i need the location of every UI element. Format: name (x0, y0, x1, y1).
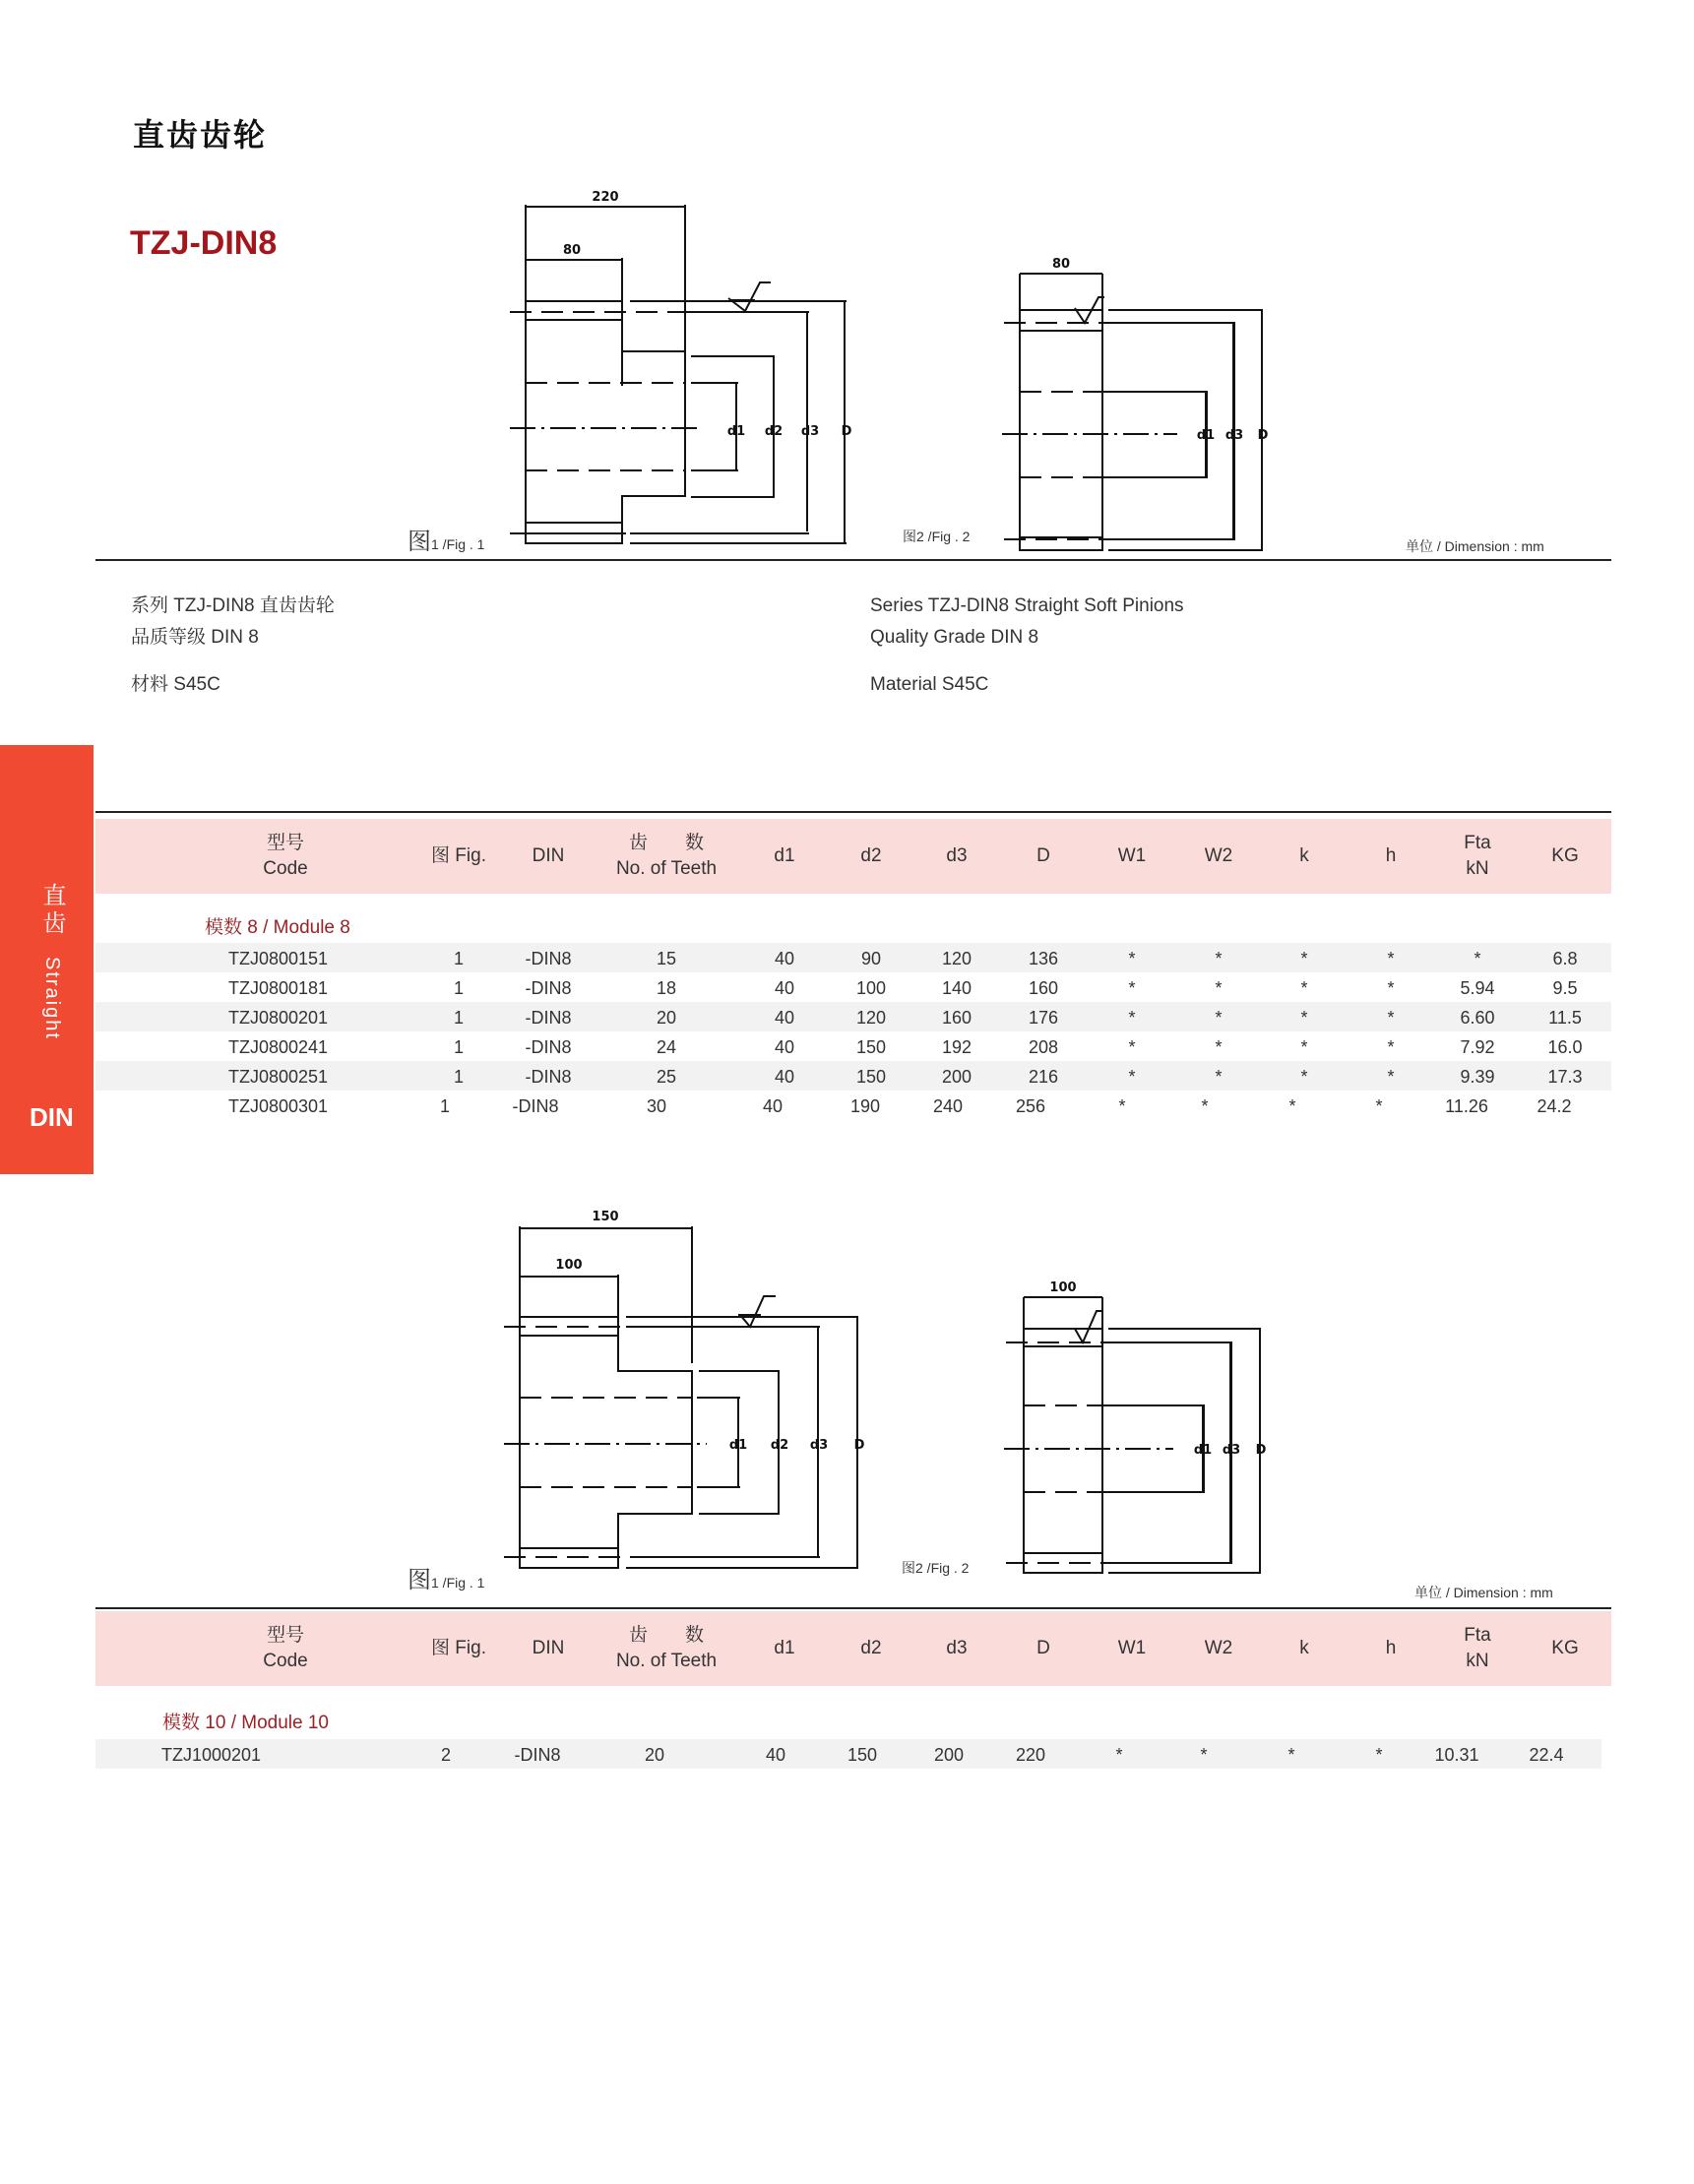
fig1-caption-2: 图1 /Fig . 1 (408, 1567, 485, 1593)
th-w2: W2 (1204, 1638, 1233, 1658)
th-h: h (1385, 845, 1397, 866)
th-D: D (1036, 845, 1050, 866)
info-cn-material: 材料 S45C (131, 674, 220, 695)
th-d3: d3 (946, 845, 968, 866)
table-row: TZJ0800241 1 -DIN8 24 40 150 192 208 * * * * 7.92 16.0 (228, 1037, 1583, 1057)
svg-text:d3: d3 (1224, 428, 1244, 443)
svg-text:220: 220 (592, 190, 619, 205)
th-kg: KG (1551, 845, 1579, 866)
page-title: 直齿齿轮 (133, 116, 268, 154)
th-teeth: 齿 数 No. of Teeth (615, 1625, 718, 1671)
th-w1: W1 (1117, 845, 1147, 866)
info-en (870, 591, 1184, 701)
svg-text:D: D (853, 1438, 865, 1453)
table2-top-rule (95, 1607, 1611, 1609)
info-en-series: Series TZJ-DIN8 Straight Soft Pinions (870, 595, 1184, 616)
module-label: 模数 8 / Module 8 (205, 917, 350, 938)
table-row: TZJ0800151 1 -DIN8 15 40 90 120 136 * * * * * 6.8 (95, 943, 1611, 972)
svg-text:d1: d1 (1193, 1443, 1213, 1458)
fig2-caption: 图2 /Fig . 2 (903, 529, 971, 544)
th-fta: Fta kN (1464, 1625, 1491, 1671)
th-kg: KG (1551, 1638, 1579, 1658)
side-tab (0, 745, 94, 1174)
table-module10 (95, 1611, 1611, 1778)
drawing-fig1-module10 (394, 1201, 886, 1594)
unit-label: 单位 / Dimension : mm (1406, 538, 1544, 554)
th-D: D (1036, 1638, 1050, 1658)
th-din: DIN (532, 845, 565, 866)
table1-top-rule (95, 811, 1611, 813)
table-module8 (95, 819, 1611, 1134)
svg-text:d3: d3 (1222, 1443, 1241, 1458)
drawing-fig2-module8 (984, 236, 1299, 551)
th-code: 型号 Code (263, 833, 308, 879)
info-cn-series: 系列 TZJ-DIN8 直齿齿轮 (131, 595, 335, 616)
th-d1: d1 (774, 1638, 795, 1658)
th-d2: d2 (860, 845, 882, 866)
svg-text:D: D (841, 424, 852, 439)
table-row: TZJ0800251 1 -DIN8 25 40 150 200 216 * * * * 9.39 17.3 (95, 1061, 1611, 1091)
drawing-fig1-module8 (394, 167, 886, 561)
svg-text:d1: d1 (728, 1438, 748, 1453)
unit-label-2: 单位 / Dimension : mm (1414, 1585, 1553, 1600)
svg-text:80: 80 (562, 243, 582, 258)
th-din: DIN (532, 1638, 565, 1658)
svg-text:D: D (1257, 428, 1269, 443)
svg-text:100: 100 (555, 1258, 583, 1273)
th-teeth: 齿 数 No. of Teeth (615, 833, 718, 879)
th-fig: 图 Fig. (431, 1638, 486, 1658)
svg-text:D: D (1255, 1443, 1267, 1458)
info-cn-grade: 品质等级 DIN 8 (131, 627, 259, 648)
module-label: 模数 10 / Module 10 (162, 1713, 329, 1733)
th-w2: W2 (1204, 845, 1233, 866)
side-tab-code: DIN (30, 1102, 74, 1132)
fig2-caption-2: 图2 /Fig . 2 (902, 1560, 970, 1576)
th-h: h (1385, 1638, 1397, 1658)
info-en-material: Material S45C (870, 674, 989, 695)
svg-text:80: 80 (1051, 257, 1071, 272)
table-row: TZJ0800181 1 -DIN8 18 40 100 140 160 * * * * 5.94 9.5 (228, 978, 1578, 998)
svg-text:d3: d3 (800, 424, 820, 439)
svg-text:d3: d3 (809, 1438, 829, 1453)
side-tab-label: 直齿 Straight (38, 883, 66, 1040)
drawing-fig2-module10 (984, 1260, 1299, 1575)
series-title: TZJ-DIN8 (130, 224, 278, 262)
th-fta: Fta kN (1464, 833, 1491, 879)
info-cn (131, 591, 335, 701)
th-k: k (1299, 845, 1309, 866)
table-row: TZJ0800301 1 -DIN8 30 40 190 240 256 * * * * 11.26 24.2 (228, 1096, 1572, 1116)
table-header (95, 819, 1611, 894)
th-k: k (1299, 1638, 1309, 1658)
table-row: TZJ0800201 1 -DIN8 20 40 120 160 176 * * * * 6.60 11.5 (95, 1002, 1611, 1031)
svg-text:d2: d2 (770, 1438, 789, 1453)
svg-text:d2: d2 (764, 424, 784, 439)
th-code: 型号 Code (263, 1625, 308, 1671)
table-header (95, 1611, 1611, 1686)
svg-text:d1: d1 (1196, 428, 1216, 443)
svg-text:150: 150 (592, 1210, 619, 1224)
th-d3: d3 (946, 1638, 968, 1658)
info-en-grade: Quality Grade DIN 8 (870, 627, 1039, 648)
th-d1: d1 (774, 845, 795, 866)
table-row: TZJ1000201 2 -DIN8 20 40 150 200 220 * * * * 10.31 22.4 (95, 1739, 1601, 1769)
th-d2: d2 (860, 1638, 882, 1658)
svg-text:100: 100 (1049, 1280, 1077, 1295)
svg-text:d1: d1 (726, 424, 746, 439)
th-fig: 图 Fig. (431, 845, 486, 866)
fig1-caption: 图1 /Fig . 1 (408, 529, 485, 555)
section-divider (95, 559, 1611, 561)
th-w1: W1 (1117, 1638, 1147, 1658)
